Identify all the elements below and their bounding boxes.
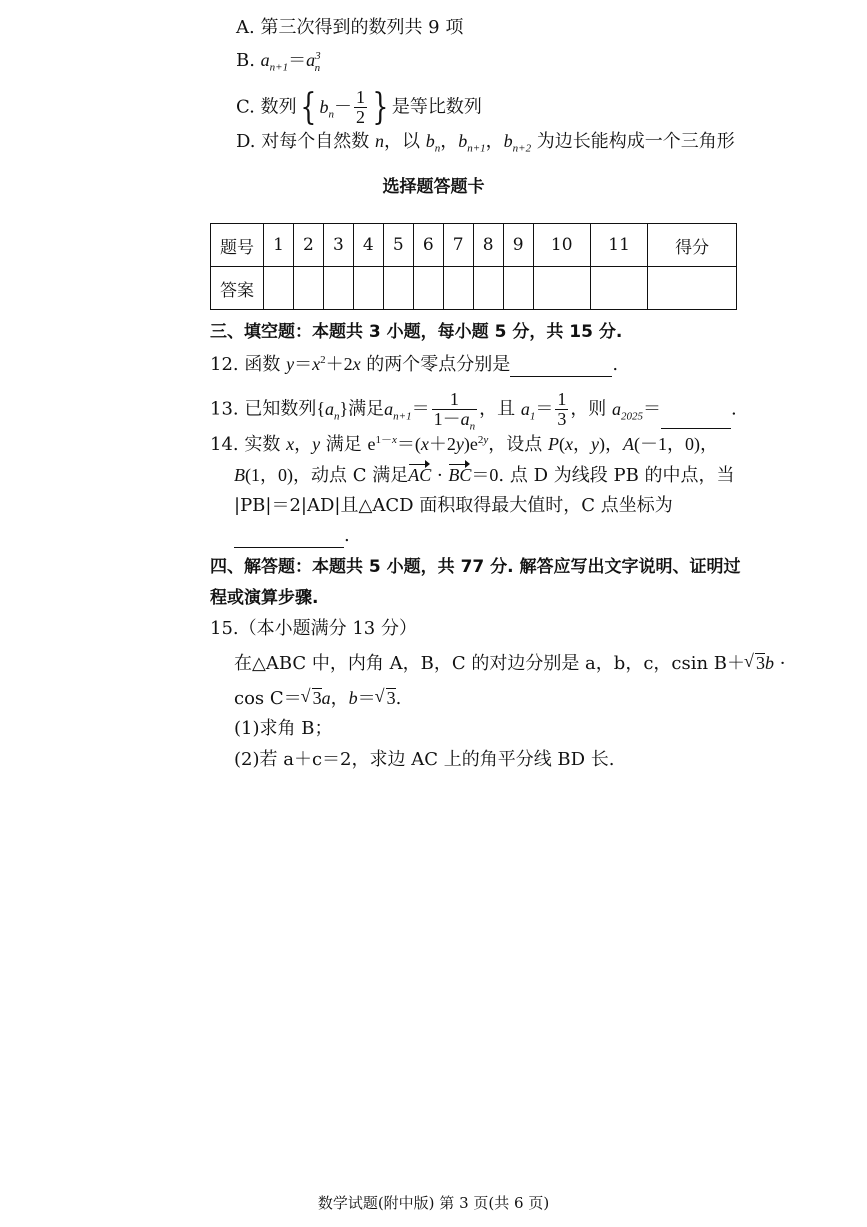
question-14-line3: |PB|＝2|AD|且△ACD 面积取得最大值时，C 点坐标为	[234, 495, 673, 516]
section4-heading-line1: 四、解答题：本题共 5 小题，共 77 分. 解答应写出文字说明、证明过	[210, 557, 741, 577]
question-14-line1: 14. 实数 x，y 满足 $e^{1-x}=(x+2y)e^{2y}$，设点 P(x，y)，A(－1，0)，	[210, 434, 719, 455]
table-row	[211, 267, 737, 310]
answer-cell[interactable]	[473, 267, 503, 310]
question-number-cell: 11	[590, 224, 647, 267]
question-number-cell: 5	[383, 224, 413, 267]
option-c-label: C. 数列	[236, 96, 297, 118]
answer-cell[interactable]	[353, 267, 383, 310]
question-13: 13. 已知数列$\{a_n\}$满足$a_{n+1}=$ $\frac{1}{1-a_n}$ ，且 $a_1=$ $\frac{1}{3}$ ，则 $a_{2025}=$ .	[210, 389, 737, 433]
option-d: D. 对每个自然数 n，以 $b_n$，$b_{n+1}$，$b_{n+2}$ 为边长能构成一个三角形	[236, 131, 735, 155]
question-number-cell: 7	[443, 224, 473, 267]
page-footer: 数学试题(附中版) 第 3 页(共 6 页)	[317, 1194, 550, 1212]
section3-heading: 三、填空题：本题共 3 小题，每小题 5 分，共 15 分.	[210, 322, 623, 342]
answer-cell[interactable]	[383, 267, 413, 310]
option-a: A. 第三次得到的数列共 9 项	[236, 17, 464, 38]
answer-blank-12[interactable]	[510, 358, 612, 377]
question-15-title: 15.（本小题满分 13 分）	[210, 618, 417, 639]
answer-blank-13[interactable]	[661, 410, 731, 429]
score-cell[interactable]	[648, 267, 737, 310]
question-14-line4: .	[234, 524, 350, 548]
question-number-cell: 10	[533, 224, 590, 267]
option-b: B. $a_{n+1}=a^3_n$	[236, 50, 321, 74]
answer-cell[interactable]	[413, 267, 443, 310]
option-b-label: B.	[236, 50, 261, 71]
question-number-cell: 2	[293, 224, 323, 267]
answer-cell[interactable]	[503, 267, 533, 310]
question-number-cell: 9	[503, 224, 533, 267]
question-15-part2: (2)若 a＋c＝2，求边 AC 上的角平分线 BD 长.	[234, 749, 615, 770]
answer-card-title: 选择题答题卡	[382, 177, 485, 197]
option-c-text: 是等比数列	[391, 96, 482, 118]
question-15-line1: 在△ABC 中，内角 A，B，C 的对边分别是 a，b，c，csin B＋√ 3b ·	[234, 651, 785, 676]
table-row	[211, 224, 737, 267]
question-12: 12. 函数 $y=x^2+2x$ 的两个零点分别是 .	[210, 354, 619, 375]
question-15-line2: cos C＝√ 3a，b＝√ 3.	[234, 686, 401, 711]
question-number-cell: 8	[473, 224, 503, 267]
section4-heading-line2: 程或演算步骤.	[210, 588, 319, 608]
score-header-cell: 得分	[648, 224, 737, 267]
question-number-cell: 6	[413, 224, 443, 267]
answer-blank-14[interactable]	[234, 529, 344, 548]
row-label-number: 题号	[211, 224, 264, 267]
answer-cell[interactable]	[293, 267, 323, 310]
answer-cell[interactable]	[443, 267, 473, 310]
answer-cell[interactable]	[323, 267, 353, 310]
question-14-line2: B(1，0)，动点 C 满足AC · BC＝0. 点 D 为线段 PB 的中点，当	[234, 465, 735, 486]
question-number-cell: 4	[353, 224, 383, 267]
question-15-part1: (1)求角 B；	[234, 718, 333, 739]
row-label-answer: 答案	[211, 267, 264, 310]
option-c: C. 数列{ $b_n-$ $\frac{1}{2}$ } 是等比数列	[236, 86, 482, 128]
answer-cell[interactable]	[264, 267, 294, 310]
question-number-cell: 1	[264, 224, 294, 267]
answer-cell[interactable]	[533, 267, 590, 310]
answer-cell[interactable]	[590, 267, 647, 310]
question-number-cell: 3	[323, 224, 353, 267]
answer-card-table	[210, 223, 737, 310]
